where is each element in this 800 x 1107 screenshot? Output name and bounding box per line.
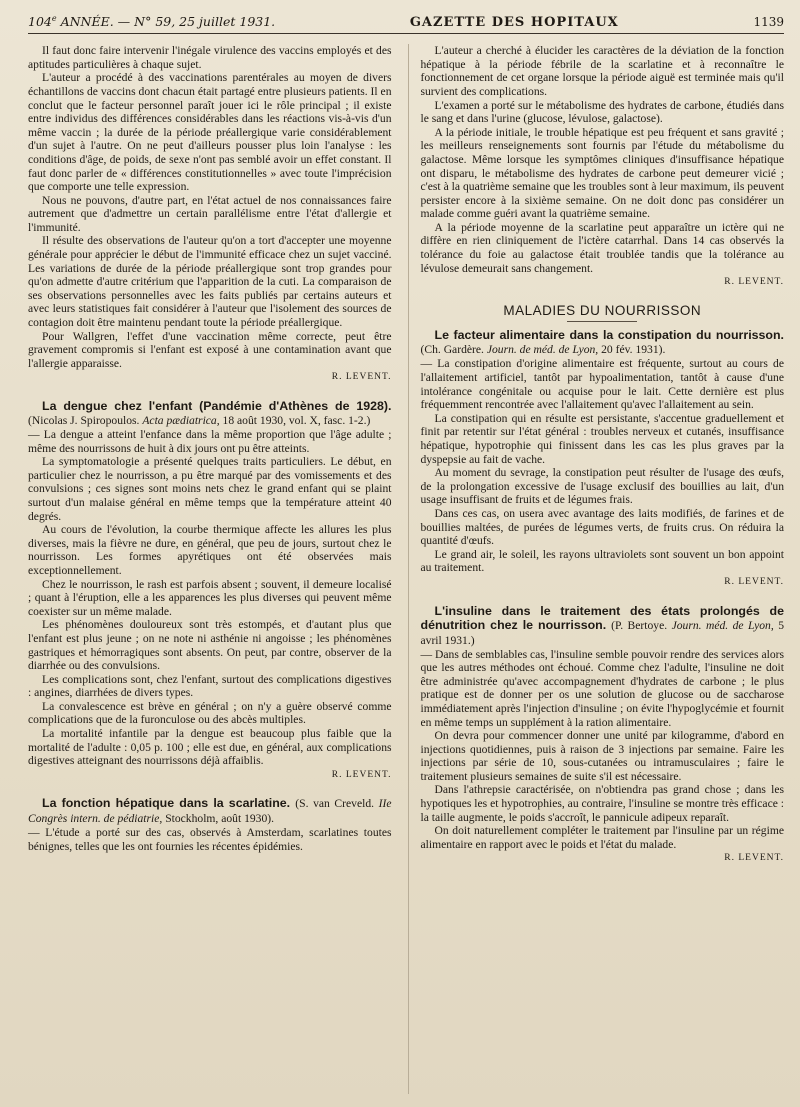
- paragraph: A la période moyenne de la scarlatine peut apparaître un ictère qui ne diffère en rien cliniquement de l'ictère catarrhal. Dans 14 cas observés la tolérance du foie au galactose était troublée tandis que la tolérance au lévulose demeurait sans changement.: [420, 220, 784, 275]
- article-title-text: La fonction hépatique dans la scarlatine.: [42, 796, 291, 811]
- reference-journal: IIe Congrès intern. de pédiatrie,: [28, 797, 392, 826]
- page-number: 1139: [753, 15, 784, 30]
- paragraph: On devra pour commencer donner une unité par kilogramme, d'abord en injections quotidiennes, puis à raison de 3 injections par semaine. Faire les injections par série de 10, sous-cutanées ou intramusculaires ; faire le traitement plusieurs semaines de suite s'il est nécessaire.: [420, 729, 784, 783]
- reference-journal: Journ. de méd. de Lyon,: [486, 343, 599, 357]
- issue-info: [28, 14, 275, 29]
- left-column: [28, 44, 392, 1094]
- reference-details: Stockholm, août 1930).: [165, 812, 275, 826]
- paragraph: — La dengue a atteint l'enfance dans la même proportion que l'âge adulte ; même des nourrissons de huit à dix jours ont pu être atteints.: [28, 428, 392, 455]
- right-column: [408, 44, 785, 1094]
- article-reference: [28, 414, 370, 427]
- paragraph: A la période initiale, le trouble hépatique est peu fréquent et sans gravité ; les meilleurs renseignements sont fournis par l'étude du métabolisme du galactose. Même lorsque les symptômes cliniques d'insuffisance hépatique ont disparu, le métabolisme des hydrates de carbone peut demeurer vicié ; c'est à la quatrième semaine que les troubles sont à leur maximum, ils peuvent persister encore à la sixième semaine. On ne doit donc pas considérer un malade comme guéri avant la quatrième semaine.: [420, 125, 784, 221]
- reference-author: (P. Bertoye.: [611, 618, 668, 632]
- article-title-constipation: [421, 328, 785, 357]
- paragraph: — Dans de semblables cas, l'insuline semble pouvoir rendre des services alors que les autres méthodes ont échoué. Comme chez l'adulte, l'insuline ne doit être administrée qu'avec accompagnement d'hydrates de carbone ; le plus pratique est de donner per os une solution de glucose ou de saccharose immédiatement après l'injection d'insuline ; on évite l'hypoglycémie et fournit en même temps un supplément à la ration alimentaire.: [420, 647, 784, 729]
- reference-details: 5 avril 1931.): [420, 618, 785, 647]
- paragraph: Au moment du sevrage, la constipation peut résulter de l'usage des œufs, de la prolongation excessive de l'usage exclusif des bouillies au lait, d'un usage insuffisant de fruits et de légumes frais.: [420, 466, 784, 507]
- paragraph: La convalescence est brève en général ; on n'y a guère observé comme complications que de la furonculose ou des abcès multiples.: [28, 699, 392, 727]
- paragraph: Il résulte des observations de l'auteur qu'on a tort d'accepter une moyenne générale pour apprécier le début de l'immunité efficace chez un sujet vacciné. Les variations de durée de la période préallergique sont trop grandes pour qu'on admette d'autre critérium que l'apparition de la cuti. La comparaison de ses observations personnelles avec les faits publiés par certains auteurs et avec leurs statistiques fait considérer à l'auteur que l'isolement des sources de contagion doit être maintenu pendant toute la période préallergique.: [28, 234, 392, 330]
- article-title-dengue: [28, 399, 392, 428]
- paragraph: Dans ces cas, on usera avec avantage des laits modifiés, de farines et de bouillies maltées, de purées de légumes verts, de fruits crus. On réduira la quantité d'œufs.: [420, 506, 784, 548]
- paragraph: L'auteur a procédé à des vaccinations parentérales au moyen de divers échantillons de vaccins dont chacun était partagé entre plusieurs patients. Il en conclut que le facteur personnel paraît jouer ici le rôle principal ; il existe entre individus des différences considérables dans les réactions vis-à-vis d'un même vaccin ; la durée de la période préallergique varie considérablement d'un sujet à l'autre. On ne peut d'ailleurs pousser plus loin l'analyse : les conditions d'âge, de poids, de sexe n'ont pas semblé avoir un effet constant. Il faut donc parler de « différences constitutionnelles » avec toute l'imprécision que comporte une telle expression.: [28, 71, 392, 194]
- paragraph: Les phénomènes douloureux sont très estompés, et d'autant plus que l'enfant est plus jeune ; on ne note ni asthénie ni angoisse ; les phénomènes gastriques et hémorragiques sont absents. On peut, par contre, observer de la diarrhée ou des convulsions.: [28, 618, 392, 673]
- volume-number: 104: [28, 14, 52, 30]
- author-signature: R. LEVENT.: [331, 769, 392, 780]
- journal-title: GAZETTE DES HOPITAUX: [409, 15, 619, 31]
- author-signature: R. LEVENT.: [724, 576, 784, 587]
- author-signature: R. LEVENT.: [724, 853, 784, 864]
- paragraph: — L'étude a porté sur des cas, observés à Amsterdam, scarlatines toutes bénignes, telles que les ont fournies les récentes épidémies.: [28, 826, 392, 854]
- article-title-text: Le facteur alimentaire dans la constipation du nourrisson.: [434, 328, 784, 343]
- volume-suffix: e: [51, 14, 57, 23]
- author-signature: R. LEVENT.: [724, 277, 784, 288]
- section-heading: MALADIES DU NOURRISSON: [503, 302, 702, 318]
- paragraph: Nous ne pouvons, d'autre part, en l'état actuel de nos connaissances faire autrement que d'admettre un certain parallélisme entre l'état d'allergie et l'immunité.: [28, 193, 392, 234]
- article-reference: [421, 343, 666, 356]
- paragraph: On doit naturellement compléter le traitement par l'insuline par un régime alimentaire en rapport avec le poids et l'état du malade.: [420, 824, 784, 851]
- page-header: [28, 14, 784, 34]
- reference-details: 18 août 1930, vol. X, fasc. 1-2.): [222, 414, 371, 427]
- issue-date: . — N° 59, 25 juillet 1931.: [109, 14, 276, 30]
- reference-author: (Ch. Gardère.: [420, 343, 484, 357]
- article-title-text: L'insuline dans le traitement des états prolongés de dénutrition chez le nourrisson.: [420, 603, 784, 632]
- article-title-insuline: [421, 604, 785, 648]
- author-signature: R. LEVENT.: [331, 372, 392, 383]
- reference-journal: Journ. méd. de Lyon,: [671, 618, 774, 632]
- paragraph: — La constipation d'origine alimentaire est fréquente, surtout au cours de l'allaitement artificiel, tantôt par hypoalimentation, tantôt à cause d'une intolérance congénitale ou acquise pour le lait. Cette dernière est plus fréquemment rencontrée avec l'allaitement qu'avec l'allaitement au sein.: [420, 357, 784, 412]
- paragraph: L'auteur a cherché à élucider les caractères de la déviation de la fonction hépatique à la période fébrile de la scarlatine et à reconnaître le fonctionnement de cet organe lorsque la période aiguë est terminée mais qu'il survient des complications.: [420, 44, 784, 98]
- paragraph: Il faut donc faire intervenir l'inégale virulence des vaccins employés et des aptitudes particulières à chaque sujet.: [28, 44, 392, 71]
- paragraph: Le grand air, le soleil, les rayons ultraviolets sont souvent un bon appoint au traitement.: [420, 547, 784, 575]
- paragraph: La symptomatologie a présenté quelques traits particuliers. Le début, en particulier chez le nourrisson, a pu être marqué par des vomissements et des convulsions ; ces signes sont moins nets chez le grand enfant qui se plaint surtout d'un malaise général en même temps que la température atteint 40 degrés.: [28, 455, 392, 523]
- article-title-scarlatine: [28, 796, 392, 826]
- divider: [567, 321, 637, 322]
- reference-details: 20 fév. 1931).: [601, 343, 666, 357]
- paragraph: Au cours de l'évolution, la courbe thermique affecte les allures les plus diverses, mais la fièvre ne dure, en général, que peu de jours, surtout chez le nourrisson. Les formes apyrétiques ont été observées mais exceptionnellement.: [28, 523, 392, 577]
- reference-journal: Acta pædiatrica,: [142, 414, 220, 427]
- article-title-text: La dengue chez l'enfant (Pandémie d'Athènes de 1928).: [42, 399, 392, 413]
- reference-author: (S. van Creveld.: [295, 797, 375, 811]
- volume-word: ANNÉE: [60, 14, 110, 30]
- paragraph: La mortalité infantile par la dengue est beaucoup plus faible que la mortalité de l'adulte : 0,05 p. 100 ; elle est due, en général, aux complications digestives atteignant des nourrissons déjà affaiblis.: [28, 727, 392, 768]
- paragraph: Chez le nourrisson, le rash est parfois absent ; souvent, il demeure localisé ; quant à l'éruption, elle a les apparences les plus diverses qui peuvent même coexister sur un même malade.: [28, 577, 392, 618]
- reference-author: (Nicolas J. Spiropoulos.: [28, 414, 140, 427]
- paragraph: La constipation qui en résulte est persistante, s'accentue graduellement et finit par retentir sur l'état général : troubles nerveux et cutanés, insuffisance hépatique, hypotrophie qui finissent dans les cas les plus graves par la dyspepsie au fait de vache.: [420, 411, 784, 466]
- paragraph: L'examen a porté sur le métabolisme des hydrates de carbone, étudiés dans le sang et dans l'urine (glucose, lévulose, galactose).: [420, 98, 784, 126]
- paragraph: Pour Wallgren, l'effet d'une vaccination même correcte, peut être gravement compromis si l'enfant est exposé à une contamination avant que l'allergie apparaisse.: [28, 329, 392, 370]
- paragraph: Dans l'athrepsie caractérisée, on n'obtiendra pas grand chose ; dans les hypotiques les et hypotrophies, au contraire, l'insuline se montre très efficace : la taille augmente, le poids s'accroît, le pannicule adipeux reparaît.: [420, 783, 784, 824]
- paragraph: Les complications sont, chez l'enfant, surtout des complications digestives : angines, diarrhées de divers types.: [28, 672, 392, 700]
